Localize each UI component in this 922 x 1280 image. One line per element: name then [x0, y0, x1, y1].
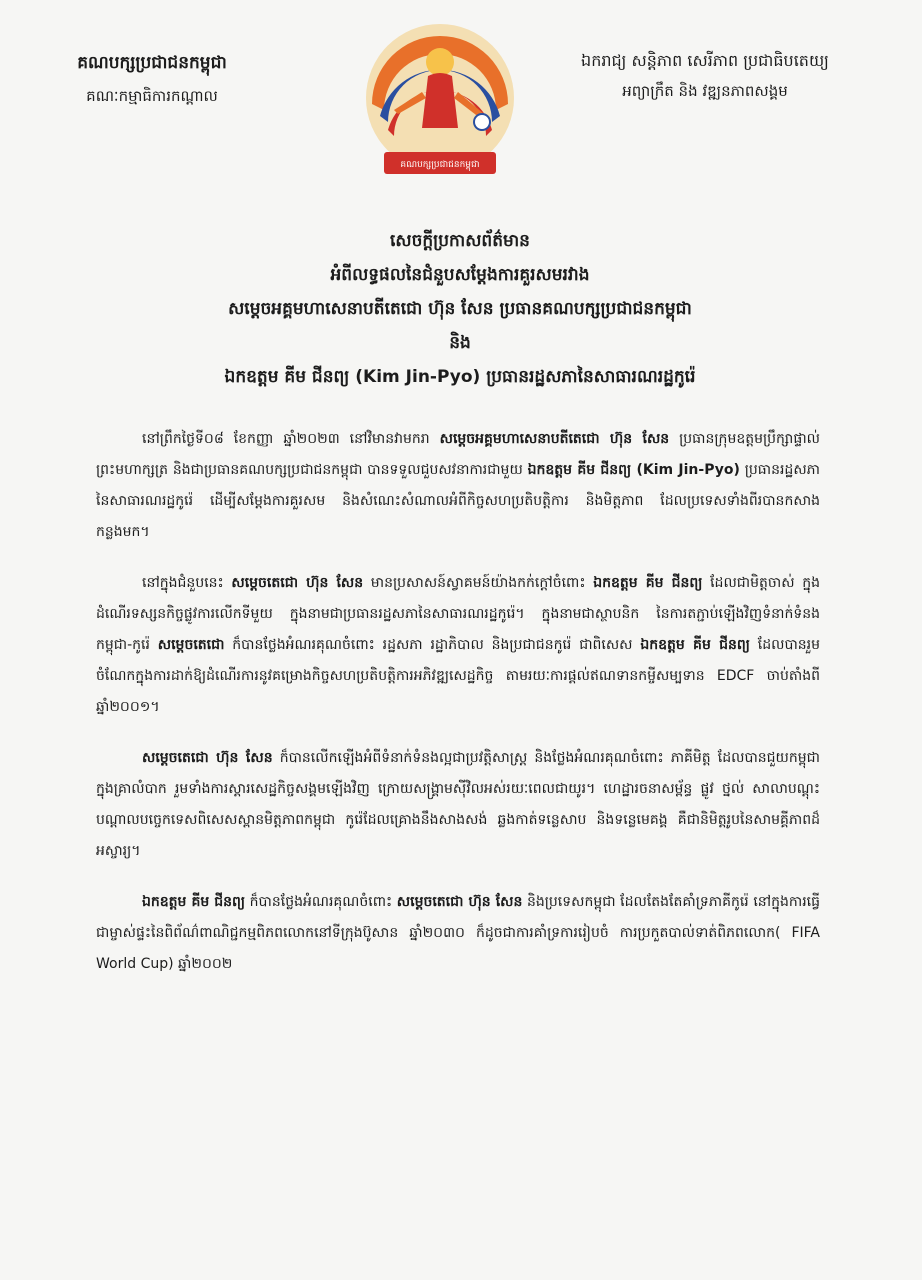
p2-bold-1: សម្តេចតេជោ ហ៊ុន សែន	[231, 575, 364, 591]
paragraph-1	[96, 424, 820, 548]
paragraph-2	[96, 568, 820, 723]
p1-mid-1: ប្រធានក្រុមឧត្តមប្រឹក្សាផ្ទាល់ព្រះមហាក្សត្រ និងជាប្រធានគណបក្សប្រជាជនកម្ពុជា បានទទួលជួបសវនាការជាមួយ	[96, 431, 820, 478]
p2-tail: ដែលបានរួមចំណែកក្នុងការដាក់ឱ្យដំណើរការនូវគម្រោងកិច្ចសហប្រតិបត្តិការអភិវឌ្ឍសេដ្ឋកិច្ច តាមរយៈការផ្តល់ឥណទានកម្ចីសម្បទាន EDCF ចាប់តាំងពីឆ្នាំ២០០១។	[96, 637, 820, 715]
p2-bold-3: សម្តេចតេជោ	[157, 637, 225, 653]
motto-line-2: អព្យាក្រឹត និង វឌ្ឍនភាពសង្គម	[622, 82, 788, 100]
title-line-2: អំពីលទ្ធផលនៃជំនួបសម្តែងការគួរសមរវាង	[330, 265, 590, 285]
document-title-block	[60, 224, 860, 394]
p4-bold-2: សម្តេចតេជោ ហ៊ុន សែន	[396, 894, 523, 910]
paragraph-3	[96, 743, 820, 867]
p2-mid-1: មានប្រសាសន៍ស្វាគមន៍យ៉ាងកក់ក្តៅចំពោះ	[363, 575, 594, 591]
p3-bold-1: សម្តេចតេជោ ហ៊ុន សែន	[142, 750, 273, 766]
p2-mid-2: ដែលជាមិត្តចាស់ ក្នុងដំណើរទស្សនកិច្ចផ្លូវការលើកទីមួយ ក្នុងនាមជាប្រធានរដ្ឋសភានៃសាធារណរដ្ឋកូរ៉េ។ ក្នុងនាមជាស្ថាបនិក នៃការតភ្ជាប់ឡើងវិញទំនាក់ទំនង កម្ពុជា-កូរ៉េ	[96, 575, 820, 653]
document-body	[96, 424, 820, 1000]
p1-lead: នៅព្រឹកថ្ងៃទី០៨ ខែកញ្ញា ឆ្នាំ២០២៣ នៅវិមានវាមករា	[142, 431, 440, 447]
p2-bold-2: ឯកឧត្តម គីម ជីនព្យ	[593, 575, 703, 591]
p4-mid-1: ក៏បានថ្លែងអំណរគុណចំពោះ	[245, 894, 397, 910]
committee-name: គណៈកម្មាធិការកណ្តាល	[86, 87, 218, 105]
p2-mid-3: ក៏បានថ្លែងអំណរគុណចំពោះ រដ្ឋសភា រដ្ឋាភិបាល និងប្រជាជនកូរ៉េ ជាពិសេស	[224, 637, 641, 653]
p4-bold-1: ឯកឧត្តម គីម ជីនព្យ	[142, 894, 246, 910]
p1-bold-1: សម្តេចអគ្គមហាសេនាបតីតេជោ ហ៊ុន សែន	[439, 431, 670, 447]
p2-bold-4: ឯកឧត្តម គីម ជីនព្យ	[640, 637, 750, 653]
title-line-3: សម្តេចអគ្គមហាសេនាបតីតេជោ ហ៊ុន សែន ប្រធានគណបក្សប្រជាជនកម្ពុជា	[228, 299, 692, 319]
p4-tail: និងប្រទេសកម្ពុជា ដែលតែងតែគាំទ្រភាគីកូរ៉េ នៅក្នុងការធ្វើជាម្ចាស់ផ្ទះនៃពិព័ណ៌ពាណិជ្ជកម្មពិភពលោកនៅទីក្រុងប៊ូសាន ឆ្នាំ២០៣០ ក៏ដូចជាការគាំទ្រការរៀបចំ ការប្រកួតបាល់ទាត់ពិភពលោក( FIFA World Cup) ឆ្នាំ២០០២	[96, 894, 820, 972]
party-logo-icon	[350, 18, 530, 188]
p2-lead: នៅក្នុងជំនួបនេះ	[142, 575, 232, 591]
motto-line-1: ឯករាជ្យ សន្តិភាព សេរីភាព ប្រជាធិបតេយ្យ	[581, 51, 829, 70]
logo-caption: គណបក្សប្រជាជនកម្ពុជា	[400, 160, 480, 170]
national-motto	[540, 50, 870, 104]
p1-bold-2: ឯកឧត្តម គីម ជីនព្យ (Kim Jin-Pyo)	[527, 462, 740, 478]
party-name: គណបក្សប្រជាជនកម្ពុជា	[77, 53, 227, 73]
title-line-4: និង	[449, 333, 471, 353]
p1-tail: ប្រធានរដ្ឋសភានៃសាធារណរដ្ឋកូរ៉េ ដើម្បីសម្តែងការគួរសម និងសំណេះសំណាលអំពីកិច្ចសហប្រតិបត្តិការ និងមិត្តភាព ដែលប្រទេសទាំងពីរបានកសាងកន្លងមក។	[96, 462, 820, 540]
p3-tail: ក៏បានលើកឡើងអំពីទំនាក់ទំនងល្អជាប្រវត្តិសាស្ត្រ និងថ្លែងអំណរគុណចំពោះ ភាគីមិត្ត ដែលបានជួយកម្ពុជាក្នុងគ្រាលំបាក រួមទាំងការស្តារសេដ្ឋកិច្ចសង្គមឡើងវិញ ក្រោយសង្គ្រាមស៊ីវិលអស់រយៈពេលជាយូរ។ ហេដ្ឋារចនាសម្ព័ន្ធ ផ្លូវ ថ្នល់ សាលាបណ្តុះបណ្តាលបច្ចេកទេសពិសេសស្ពានមិត្តភាពកម្ពុជា កូរ៉េដែលគ្រោងនឹងសាងសង់ ឆ្លងកាត់ទន្លេសាប និងទន្លេមេគង្គ គឺជានិមិត្តរូបនៃសាមគ្គីភាពដ៏អស្ចារ្យ។	[96, 750, 820, 859]
party-header	[42, 52, 262, 109]
title-line-1: សេចក្តីប្រកាសព័ត៌មាន	[390, 231, 530, 251]
paragraph-4	[96, 887, 820, 980]
title-line-5: ឯកឧត្តម គីម ជីនព្យ (Kim Jin-Pyo) ប្រធានរដ្ឋសភានៃសាធារណរដ្ឋកូរ៉េ	[224, 367, 696, 387]
